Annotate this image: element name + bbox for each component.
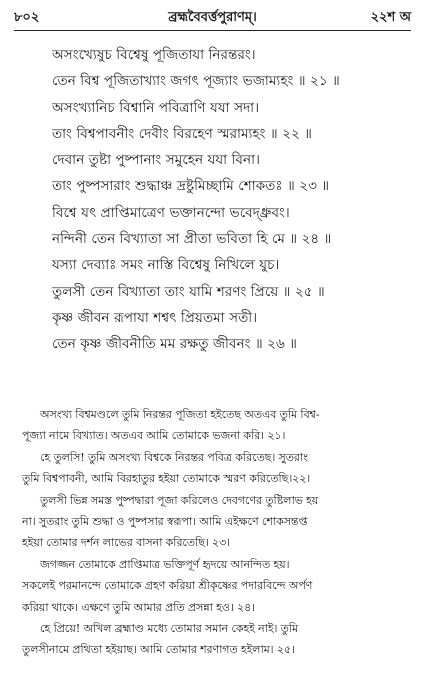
verse-line: তাং বিশ্বপাবনীং দেবীং বিরহেণ স্মরাম্যহং ॥ ২২ ॥	[52, 125, 312, 142]
translation-line: হইয়া তোমার দর্শন লাভের বাসনা করিতেছি। ২৩।	[22, 536, 230, 550]
verse-line: অসংখ্যেষুচ বিশ্বেষু পূজিতাযা নিরন্তরং।	[52, 47, 256, 63]
verse-line: তেন কৃষ্ণ জীবনীতি মম রক্ষতু জীবনং ॥ ২৬ ॥	[52, 336, 297, 353]
verse-line: যস্যা দেব্যাঃ সমং নাস্তি বিশ্বেষু নিখিলে যুচ।	[52, 257, 280, 274]
sanskrit-verses	[52, 42, 420, 358]
translation-line: হে তুলসি! তুমি অসংখ্য বিশ্বকে নিরন্তর পবিত্র করিতেছ। সুতরাং	[40, 450, 308, 464]
translation-line: জগজ্জন তোমাকে প্রাপ্তিমাত্র ভক্তিপূর্ণ হৃদয়ে আনন্দিত হয়।	[40, 557, 290, 571]
chapter-number: ২২শ অ	[370, 10, 411, 25]
verse-line: কৃষ্ণ জীবন রূপাযা শশ্বৎ প্রিয়তমা সতী।	[52, 309, 258, 326]
translation-line: হে প্রিয়ে! অখিল ব্রহ্মাণ্ড মধ্যে তোমার সমান কেহই নাই। তুমি	[40, 621, 299, 635]
translation-line: তুলসীনামে প্রথিতা হইয়াছ। আমি তোমার শরণাগত হইলাম। ২৫।	[22, 643, 295, 657]
translation-line: না। সুতরাং তুমি শুদ্ধা ও পুষ্পসার স্বরূপা। আমি এইক্ষণে শোকসন্তপ্ত	[22, 514, 308, 528]
bengali-translation	[22, 404, 417, 661]
translation-line: পূজ্যা নামে বিখ্যাত। অতএব আমি তোমাকে ভজনা করি। ২১।	[22, 429, 286, 443]
verse-line: নন্দিনী তেন বিখ্যাতা সা প্রীতা ভবিতা হি মে ॥ ২৪ ॥	[52, 231, 332, 248]
verse-line: তাং পুষ্পসারাং শুদ্ধাঞ্চ দ্রষ্টুমিচ্ছামি শোকতঃ ॥ ২৩ ॥	[52, 178, 330, 195]
verse-line: দেবান তুষ্টা পুষ্পানাং সমুহেন যযা বিনা।	[52, 152, 261, 169]
verse-line: অসংখ্যানিচ বিশ্বানি পবিত্রাণি যযা সদা।	[52, 99, 260, 116]
page-header	[14, 8, 411, 28]
page-number: ৮০২	[14, 10, 40, 25]
translation-line: তুমি বিশ্বপাবনী, আমি বিরহাতুর হইয়া তোমাকে স্মরণ করিতেছি।২২।	[22, 472, 311, 486]
translation-line: সকলেই পরমানন্দে তোমাকে গ্রহণ করিয়া শ্রীকৃষ্ণের পদারবিন্দে অর্পণ	[22, 579, 313, 593]
verse-line: বিশ্বে যৎ প্রাপ্তিমাত্রেণ ভক্তানন্দো ভবেদ্ধ্রুবং।	[52, 204, 290, 221]
translation-line: করিয়া থাকে। এক্ষণে তুমি আমার প্রতি প্রসন্না হও। ২৪।	[22, 600, 255, 614]
verse-line: তেন বিশ্ব পূজিতাখ্যাং জগৎ পূজ্যাং ভজাম্যহং ॥ ২১ ॥	[52, 73, 340, 90]
book-title: ব্রহ্মবৈবর্ত্তপুরাণম্।	[168, 10, 257, 25]
translation-line: অসংখ্য বিশ্বমণ্ডলে তুমি নিরন্তর পূজিতা হইতেছ অতএব তুমি বিশ্ব-	[40, 408, 320, 421]
header-rule	[14, 30, 411, 31]
verse-line: তুলসী তেন বিখ্যাতা তাং যামি শরণং প্রিয়ে ॥ ২৫ ॥	[52, 283, 325, 300]
translation-line: তুলসী ভিন্ন সমস্ত পুষ্পদ্বারা পূজা করিলেও দেবগণের তুষ্টিলাভ হয়	[40, 493, 319, 507]
